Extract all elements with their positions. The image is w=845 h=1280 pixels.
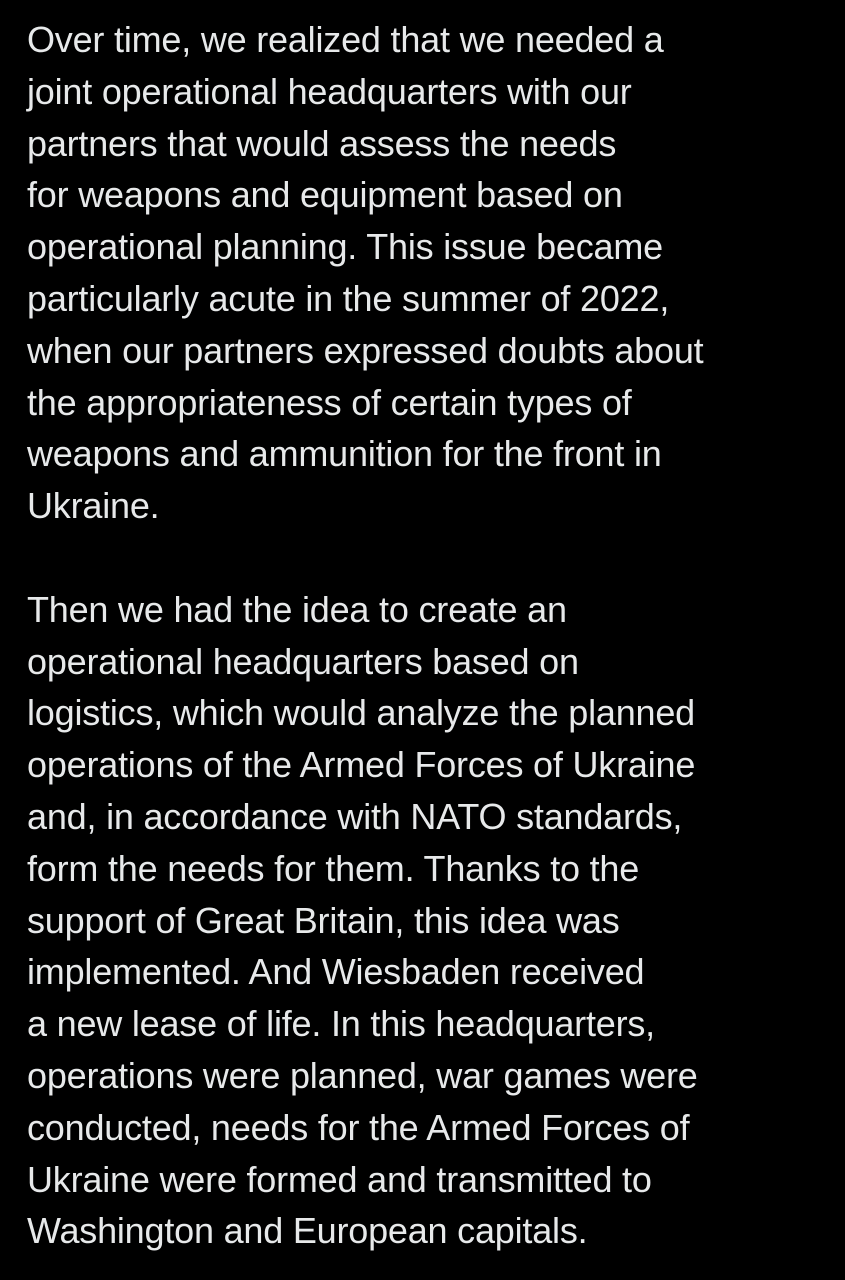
text-line: joint operational headquarters with our [27,70,632,112]
text-line: Washington and European capitals. [27,1210,588,1252]
text-line: weapons and ammunition for the front in [27,433,662,475]
text-line: operations of the Armed Forces of Ukraine [27,744,696,786]
text-line: operational planning. This issue became [27,226,663,268]
text-line: when our partners expressed doubts about [27,329,704,371]
post-text [27,14,827,1257]
text-line: logistics, which would analyze the planned [27,692,696,734]
text-line: conducted, needs for the Armed Forces of [27,1106,690,1148]
text-line: partners that would assess the needs [27,122,617,164]
text-line: Over time, we realized that we needed a [27,19,664,60]
text-line: implemented. And Wiesbaden received [27,951,645,993]
paragraph-2 [27,584,827,1257]
text-line: the appropriateness of certain types of [27,381,632,423]
text-line: and, in accordance with NATO standards, [27,795,683,837]
text-line: form the needs for them. Thanks to the [27,847,640,889]
paragraph-1 [27,14,827,532]
text-line: particularly acute in the summer of 2022, [27,277,670,319]
text-line: for weapons and equipment based on [27,174,623,216]
text-line: a new lease of life. In this headquarters, [27,1003,655,1045]
text-line: Ukraine. [27,485,160,527]
text-line: support of Great Britain, this idea was [27,899,620,941]
text-line: operations were planned, war games were [27,1054,698,1096]
text-line: Ukraine were formed and transmitted to [27,1158,652,1200]
text-line: Then we had the idea to create an [27,588,567,630]
text-line: operational headquarters based on [27,640,579,682]
